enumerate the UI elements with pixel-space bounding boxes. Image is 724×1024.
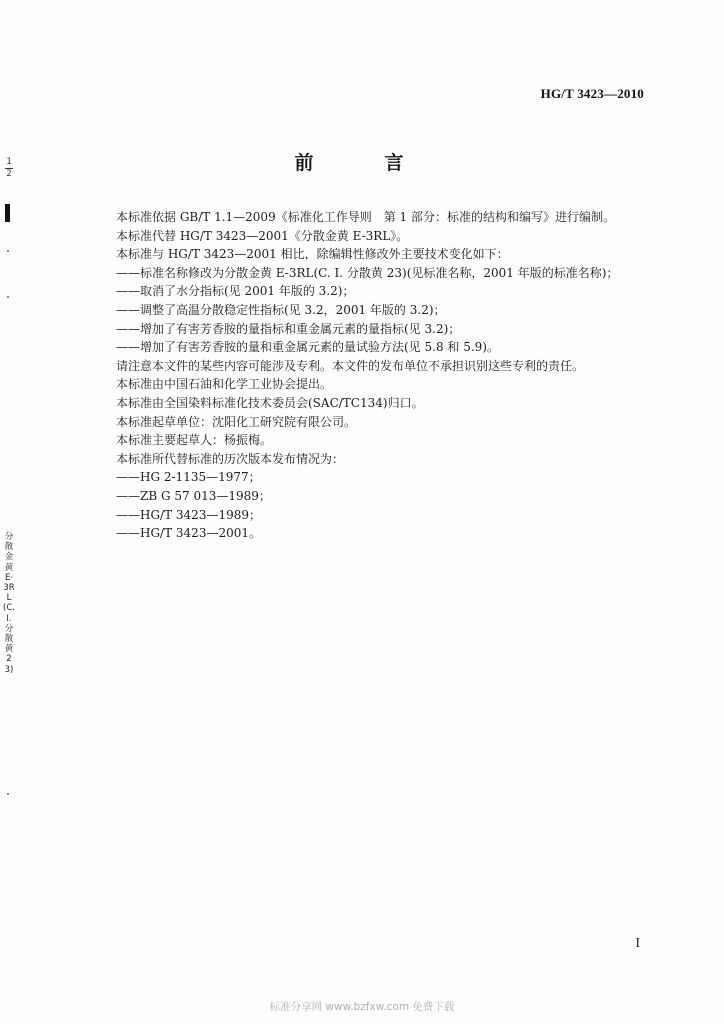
list-item: ——HG 2-1135—1977； (116, 470, 261, 485)
text-line: 本标准代替 HG/T 3423—2001《分散金黄 E-3RL》。 (116, 228, 409, 243)
fraction-denominator: 2 (6, 169, 12, 179)
text-line: 本标准依据 GB/T 1.1—2009《标准化工作导则 第 1 部分：标准的结构和编写》进行编制。 (116, 210, 615, 224)
text-line: 本标准由中国石油和化学工业协会提出。 (116, 377, 333, 392)
text-line: 本标准由全国染料标准化技术委员会(SAC/TC134)归口。 (116, 395, 424, 410)
list-item: ——增加了有害芳香胺的量和重金属元素的量试验方法(见 5.8 和 5.9)。 (116, 340, 499, 355)
fraction-numerator: 1 (6, 157, 12, 167)
list-item: ——调整了高温分散稳定性指标(见 3.2，2001 年版的 3.2)； (116, 302, 446, 317)
footer-watermark: 标准分享网 www.bzfxw.com 免费下载 (269, 1001, 455, 1013)
text-line: 本标准主要起草人：杨振梅。 (116, 433, 273, 448)
page-number: I (635, 936, 640, 951)
margin-dot (7, 793, 9, 795)
list-item: ——ZB G 57 013—1989； (116, 488, 271, 503)
list-item: ——HG/T 3423—2001。 (116, 526, 261, 541)
text-line: 本标准所代替标准的历次版本发布情况为： (116, 451, 345, 466)
list-item: ——取消了水分指标(见 2001 年版的 3.2)； (116, 284, 355, 299)
margin-fraction-mark (4, 158, 14, 179)
list-item: ——HG/T 3423—1989； (116, 507, 261, 522)
text-line: 本标准起草单位：沈阳化工研究院有限公司。 (116, 414, 357, 429)
margin-dot (7, 250, 9, 252)
text-line: 请注意本文件的某些内容可能涉及专利。本文件的发布单位不承担识别这些专利的责任。 (116, 358, 585, 373)
margin-dot (7, 296, 9, 298)
margin-black-bar (5, 204, 10, 222)
list-item: ——增加了有害芳香胺的量指标和重金属元素的量指标(见 3.2)； (116, 321, 461, 336)
text-line: 本标准与 HG/T 3423—2001 相比，除编辑性修改外主要技术变化如下： (116, 247, 509, 262)
spine-label: 分散金黄E·3RL(C.I.分散黄23) (3, 532, 15, 675)
list-item: ——标准名称修改为分散金黄 E-3RL(C. I. 分散黄 23)(见标准名称，2001 年版的标准名称)； (116, 265, 619, 280)
foreword-body (116, 208, 656, 543)
page-title: 前 言 (294, 152, 430, 174)
standard-code: HG/T 3423—2010 (540, 86, 644, 101)
